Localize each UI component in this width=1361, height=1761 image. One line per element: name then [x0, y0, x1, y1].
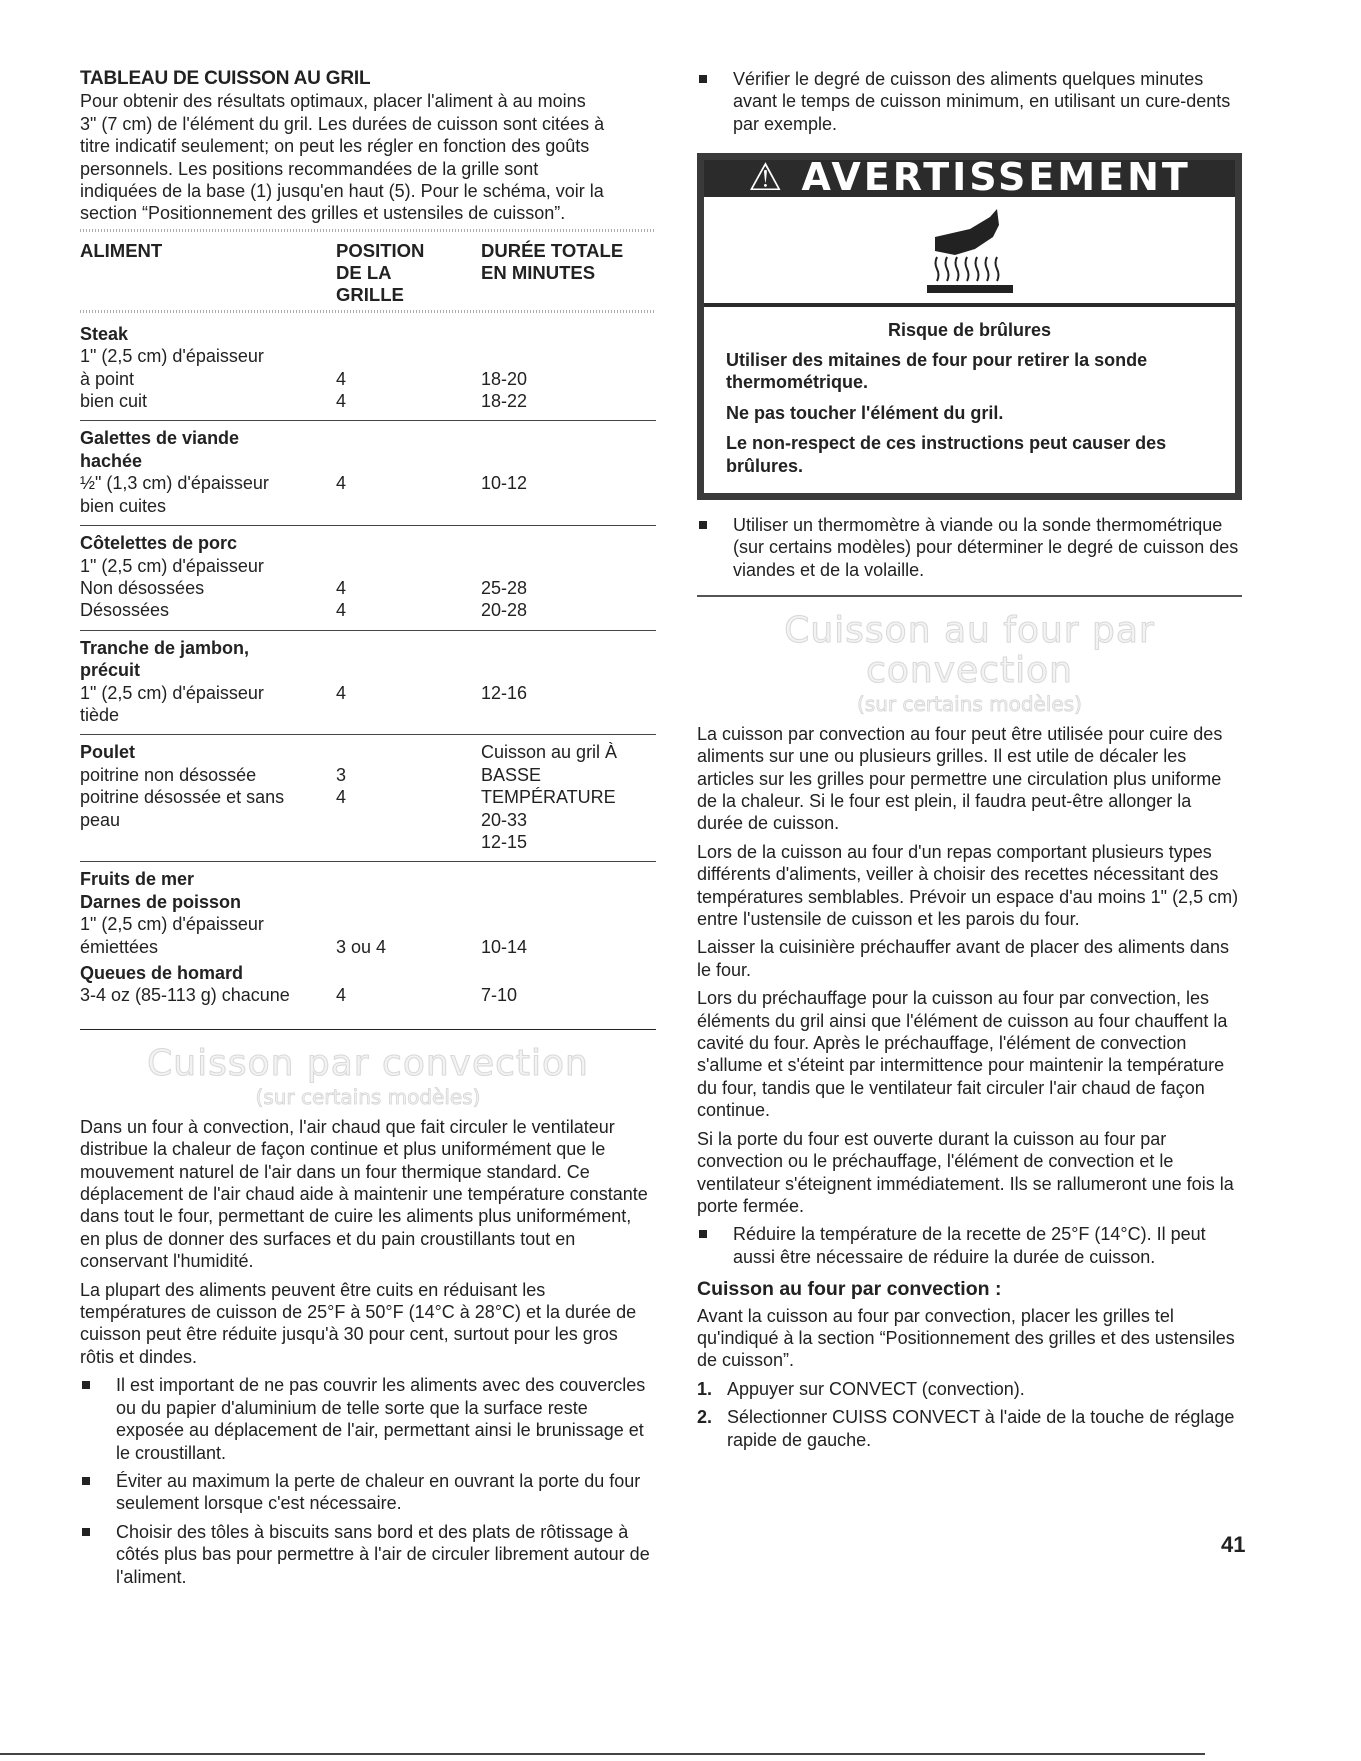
bullet-item: [80, 1470, 656, 1515]
section-title: Tranche de jambon,: [80, 637, 250, 658]
paragraph: Lors du préchauffage pour la cuisson au four par convection, les éléments du gril ainsi que l'élément de cuisson au four chauffent la cavité du four. Après le préchauffage, l'élément de convection s'allume et s'éteint par intermittence pour maintenir la température du four, tandis que le ventilateur fait circuler l'air chaud de façon continue.: [697, 988, 1228, 1121]
cell-time: 12-15: [481, 831, 528, 852]
bullet-text: Réduire la température de la recette de 25°F (14°C). Il peut aussi être nécessaire de réduire la durée de cuisson.: [733, 1224, 1206, 1267]
cell-position: 4: [336, 787, 347, 808]
intro-line: section “Positionnement des grilles et ustensiles de cuisson”.: [80, 203, 566, 224]
intro-line: indiquées de la base (1) jusqu'en haut (5). Pour le schéma, voir la: [80, 181, 604, 202]
cell-food: poitrine non désossée: [80, 764, 257, 785]
paragraph: La cuisson par convection au four peut être utilisée pour cuire des aliments sur une ou plusieurs grilles. Il est utile de décaler les articles sur les grilles pour permettre une circulation plus uniforme de la chaleur. Si le four est plein, il faudra peut-être allonger la durée de cuisson.: [697, 723, 1223, 834]
table-row: [80, 599, 656, 621]
warning-triangle-icon: ⚠: [748, 155, 786, 200]
table-row: [80, 764, 656, 786]
cell-time: [481, 913, 656, 935]
section-title: Galettes de viande: [80, 428, 240, 449]
cell-food: 3-4 oz (85-113 g) chacune: [80, 985, 290, 1006]
warning-line: Le non-respect de ces instructions peut causer des brûlures.: [726, 433, 1167, 476]
table-row: [80, 913, 656, 935]
cell-time: 20-28: [481, 600, 528, 621]
convection-banner-title: Cuisson par convection: [147, 1042, 589, 1084]
bullet-text: Vérifier le degré de cuisson des aliments quelques minutes avant le temps de cuisson minimum, en utilisant un cure-dents par exemple.: [733, 69, 1231, 134]
cell-food: bien cuit: [80, 391, 148, 412]
intro-line: 3" (7 cm) de l'élément du gril. Les durées de cuisson sont citées à: [80, 113, 605, 134]
cell-position: 4: [336, 473, 347, 494]
warning-risk: Risque de brûlures: [887, 319, 1052, 340]
header-position: [336, 240, 481, 306]
header-duration: [481, 240, 656, 306]
broil-intro: [80, 90, 656, 224]
cell-position: 4: [336, 368, 347, 389]
section-title: Côtelettes de porc: [80, 533, 238, 554]
bullet-text: Utiliser un thermomètre à viande ou la sonde thermométrique (sur certains modèles) pour déterminer le degré de cuisson des viandes et de la volaille.: [733, 515, 1239, 580]
cell-time: 25-28: [481, 577, 528, 598]
cell-food: tiède: [80, 704, 120, 725]
table-section-ham: [80, 631, 656, 736]
section-title: Fruits de mer: [80, 869, 195, 890]
cell-time: 20-33: [481, 809, 528, 830]
cell-time: Cuisson au gril À: [481, 742, 618, 763]
bullet-item: [697, 1223, 1242, 1268]
bullet-text: Il est important de ne pas couvrir les aliments avec des couvercles ou du papier d'aluminium de telle sorte que la surface reste exposée au déplacement de l'air, permettant ainsi le brunissage et le croustillant.: [116, 1375, 646, 1463]
step-text: Sélectionner CUISS CONVECT à l'aide de la touche de réglage rapide de gauche.: [727, 1407, 1235, 1450]
convection-bake-subheading: Cuisson au four par convection :: [697, 1278, 1002, 1301]
cell-time: [481, 495, 656, 517]
cell-time: 18-20: [481, 368, 528, 389]
header-position-line: GRILLE: [336, 283, 404, 305]
table-row: [80, 495, 656, 517]
cell-position: [336, 809, 481, 831]
cell-position: [336, 345, 481, 367]
cell-food: Désossées: [80, 600, 170, 621]
cell-time: 10-12: [481, 473, 528, 494]
section-title: Poulet: [80, 742, 136, 763]
table-row: [80, 555, 656, 577]
section-divider: [697, 595, 1242, 597]
warning-body: [704, 307, 1235, 493]
table-row: [80, 831, 656, 853]
bullet-square-icon: [80, 1521, 116, 1588]
paragraph: Laisser la cuisinière préchauffer avant de placer des aliments dans le four.: [697, 937, 1229, 980]
cell-position: 4: [336, 577, 347, 598]
table-row: [80, 472, 656, 494]
header-position-line: DE LA: [336, 261, 392, 283]
paragraph: Dans un four à convection, l'air chaud que fait circuler le ventilateur distribue la chaleur de façon continue et plus uniformément que le mouvement naturel de l'air dans un four thermique standard. Ce déplacement de l'air chaud aide à maintenir une température constante dans tout le four, permettant de cuire les aliments plus uniformément, en plus de donner des surfaces et du pain croustillants tout en conservant l'humidité.: [80, 1116, 648, 1272]
cell-time: [481, 345, 656, 367]
table-section-pork-chops: [80, 526, 656, 631]
table-row: [80, 786, 656, 808]
cell-position: 4: [336, 682, 347, 703]
table-section-chicken: [80, 735, 656, 862]
section-title: précuit: [80, 660, 141, 681]
broil-table: [80, 240, 656, 1030]
cell-time: [481, 555, 656, 577]
cell-time: 18-22: [481, 391, 528, 412]
cell-food: Non désossées: [80, 577, 205, 598]
numbered-step: [697, 1378, 1242, 1400]
table-row: [80, 390, 656, 412]
section-title: Steak: [80, 323, 129, 344]
bullet-square-icon: [697, 514, 733, 581]
cell-position: 4: [336, 391, 347, 412]
table-section-patties: [80, 421, 656, 526]
cell-food: peau: [80, 809, 121, 830]
header-rule: [80, 310, 656, 313]
intro-line: titre indicatif seulement; on peut les régler en fonction des goûts: [80, 136, 590, 157]
table-top-rule: [80, 229, 656, 232]
cell-food: à point: [80, 368, 135, 389]
paragraph: Lors de la cuisson au four d'un repas comportant plusieurs types différents d'aliments, veiller à choisir des recettes nécessitant des températures semblables. Prévoir un espace d'au moins 1" (2,5 cm) entre l'ustensile de cuisson et les parois du four.: [697, 841, 1239, 930]
cell-food: [80, 831, 336, 853]
cell-food: 1" (2,5 cm) d'épaisseur: [80, 346, 264, 367]
header-position-line: POSITION: [336, 239, 425, 261]
table-row: [80, 577, 656, 599]
cell-position: [336, 913, 481, 935]
header-duration-line: DURÉE TOTALE: [481, 239, 624, 261]
table-row: [80, 682, 656, 704]
broil-chart-heading: TABLEAU DE CUISSON AU GRIL: [80, 68, 371, 89]
cell-time: [481, 704, 656, 726]
cell-food: 1" (2,5 cm) d'épaisseur: [80, 914, 264, 935]
warning-box: [697, 153, 1242, 500]
table-row: [80, 704, 656, 726]
hot-surface-icon: [704, 197, 1235, 307]
left-column: [80, 68, 656, 1594]
warning-header: [704, 155, 1235, 200]
bullet-item: [697, 68, 1242, 135]
page-bottom-rule: [0, 1753, 1205, 1755]
cell-food: 1" (2,5 cm) d'épaisseur: [80, 682, 264, 703]
cell-time: 10-14: [481, 936, 528, 957]
paragraph: Avant la cuisson au four par convection, placer les grilles tel qu'indiqué à la section “Positionnement des grilles et des ustensiles de cuisson”.: [697, 1305, 1235, 1371]
cell-time: BASSE: [481, 764, 542, 785]
warning-line: Ne pas toucher l'élément du gril.: [726, 402, 1004, 423]
header-duration-line: EN MINUTES: [481, 261, 596, 283]
table-section-seafood: [80, 862, 656, 1029]
cell-food: ½" (1,3 cm) d'épaisseur: [80, 473, 269, 494]
convection-bake-banner-subtitle: (sur certains modèles): [857, 691, 1082, 716]
bullet-square-icon: [697, 1223, 733, 1268]
table-section-steak: [80, 321, 656, 422]
right-column: [697, 68, 1242, 1457]
warning-line: Utiliser des mitaines de four pour retirer la sonde thermométrique.: [726, 350, 1148, 393]
section-title: hachée: [80, 450, 143, 471]
table-row: [80, 741, 656, 763]
numbered-step: [697, 1406, 1242, 1451]
step-number: 2.: [697, 1407, 713, 1428]
intro-line: personnels. Les positions recommandées de la grille sont: [80, 158, 539, 179]
convection-bake-banner-title: Cuisson au four par convection: [784, 609, 1155, 691]
bullet-item: [80, 1521, 656, 1588]
step-number: 1.: [697, 1378, 713, 1399]
paragraph: Si la porte du four est ouverte durant la cuisson au four par convection ou le préchauffage, l'élément de convection et le ventilateur s'éteignent immédiatement. Ils se rallumeront une fois la porte fermée.: [697, 1128, 1234, 1216]
paragraph: La plupart des aliments peuvent être cuits en réduisant les températures de cuisson de 25°F à 50°F (14°C à 28°C) et la durée de cuisson peut être réduite jusqu'à 30 pour cent, surtout pour les gros rôtis et dindes.: [80, 1279, 637, 1367]
cell-time: TEMPÉRATURE: [481, 787, 616, 808]
table-row: [80, 345, 656, 367]
table-header: [80, 240, 656, 306]
cell-time: 12-16: [481, 682, 528, 703]
bullet-square-icon: [80, 1470, 116, 1515]
bullet-square-icon: [697, 68, 733, 135]
cell-position: [336, 831, 481, 853]
intro-line: Pour obtenir des résultats optimaux, placer l'aliment à au moins: [80, 91, 586, 112]
table-row: [80, 984, 656, 1020]
bullet-item: [697, 514, 1242, 581]
cell-time: 7-10: [481, 985, 518, 1006]
table-row: [80, 809, 656, 831]
step-text: Appuyer sur CONVECT (convection).: [727, 1378, 1025, 1399]
cell-position: 3: [336, 764, 347, 785]
cell-position: [336, 555, 481, 577]
cell-position: [336, 495, 481, 517]
bullet-text: Choisir des tôles à biscuits sans bord et des plats de rôtissage à côtés plus bas pour permettre à l'air de circuler librement autour de l'aliment.: [116, 1521, 650, 1587]
section-subtitle: Queues de homard: [80, 963, 244, 983]
cell-position: [336, 704, 481, 726]
cell-food: 1" (2,5 cm) d'épaisseur: [80, 555, 264, 576]
cell-position: [336, 741, 481, 763]
page-number: 41: [1221, 1532, 1246, 1557]
header-food: ALIMENT: [80, 239, 163, 261]
cell-food: émiettées: [80, 936, 159, 957]
table-row: [80, 936, 656, 958]
cell-position: 4: [336, 600, 347, 621]
bullet-text: Éviter au maximum la perte de chaleur en ouvrant la porte du four seulement lorsque c'est nécessaire.: [116, 1470, 641, 1514]
bullet-item: [80, 1374, 656, 1464]
bullet-square-icon: [80, 1374, 116, 1464]
cell-food: poitrine désossée et sans: [80, 787, 285, 808]
convection-banner-subtitle: (sur certains modèles): [255, 1084, 481, 1109]
section-title: Darnes de poisson: [80, 891, 242, 912]
table-row: [80, 368, 656, 390]
cell-position: 4: [336, 985, 347, 1006]
cell-food: bien cuites: [80, 495, 167, 516]
cell-position: 3 ou 4: [336, 936, 387, 957]
warning-header-text: AVERTISSEMENT: [801, 155, 1191, 200]
